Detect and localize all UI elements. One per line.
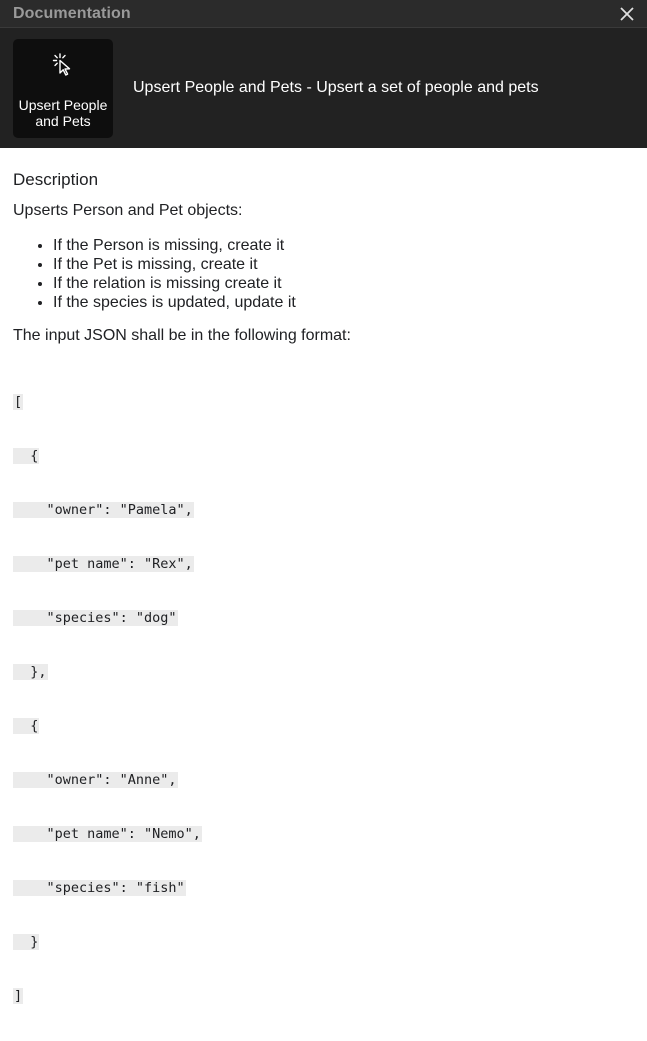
code-line: "species": "dog" [14, 610, 177, 626]
code-line: "pet name": "Nemo", [14, 826, 201, 842]
close-button[interactable] [617, 4, 637, 24]
code-line: } [14, 934, 39, 950]
description-intro: Upserts Person and Pet objects: [13, 202, 243, 219]
code-line: "owner": "Pamela", [14, 502, 193, 518]
code-line: ] [14, 988, 23, 1004]
code-line: [ [14, 394, 23, 410]
code-line: "species": "fish" [14, 880, 185, 896]
list-item: • If the Pet is missing, create it [53, 255, 634, 274]
code-line: }, [14, 664, 47, 680]
action-tile-label-line1: Upsert People [18, 96, 108, 113]
code-line: "pet name": "Rex", [14, 556, 193, 572]
close-icon [619, 6, 635, 22]
list-item: • If the species is updated, update it [53, 293, 634, 312]
documentation-content [0, 148, 647, 1041]
pointer-click-icon [49, 51, 77, 79]
json-code-block [13, 357, 634, 1041]
format-intro: The input JSON shall be in the following format: [13, 327, 351, 344]
list-item: • If the relation is missing create it [53, 274, 634, 293]
description-bullet-list [13, 236, 634, 312]
code-line: "owner": "Anne", [14, 772, 177, 788]
code-line: { [14, 448, 39, 464]
action-tile-label-line2: and Pets [35, 112, 91, 129]
action-tile-label [19, 97, 108, 129]
description-heading: Description [13, 170, 99, 189]
list-item: • If the Person is missing, create it [53, 236, 634, 255]
action-title: Upsert People and Pets - Upsert a set of people and pets [133, 79, 539, 96]
code-line: { [14, 718, 39, 734]
action-header [0, 28, 647, 148]
documentation-titlebar [0, 0, 647, 28]
window-title: Documentation [13, 4, 131, 22]
action-tile[interactable] [13, 39, 113, 138]
